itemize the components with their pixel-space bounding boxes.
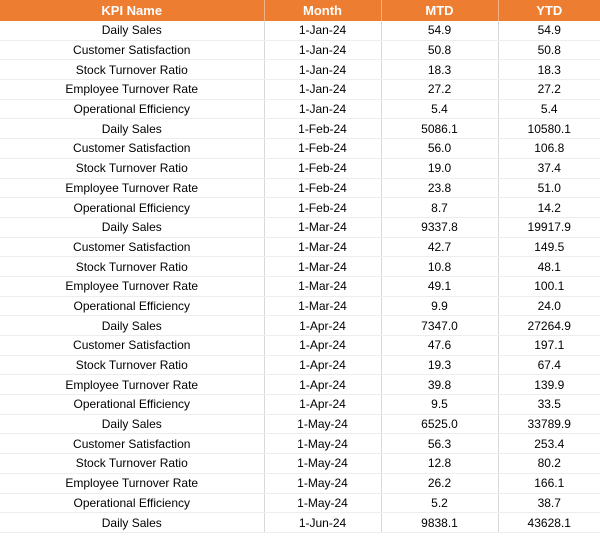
kpi-name-cell[interactable]: Customer Satisfaction <box>0 40 264 60</box>
ytd-cell[interactable]: 106.8 <box>498 139 600 159</box>
mtd-cell[interactable]: 5.4 <box>381 99 498 119</box>
mtd-cell[interactable]: 7347.0 <box>381 316 498 336</box>
kpi-name-cell[interactable]: Employee Turnover Rate <box>0 473 264 493</box>
header-ytd[interactable]: YTD <box>498 0 600 21</box>
table-row <box>0 434 600 454</box>
table-row <box>0 60 600 80</box>
ytd-cell[interactable]: 19917.9 <box>498 217 600 237</box>
mtd-cell[interactable]: 54.9 <box>381 21 498 40</box>
mtd-cell[interactable]: 56.3 <box>381 434 498 454</box>
mtd-cell[interactable]: 42.7 <box>381 237 498 257</box>
kpi-name-cell[interactable]: Employee Turnover Rate <box>0 80 264 100</box>
table-row <box>0 296 600 316</box>
table-row <box>0 276 600 296</box>
kpi-name-cell[interactable]: Operational Efficiency <box>0 198 264 218</box>
table-row <box>0 493 600 513</box>
kpi-name-cell[interactable]: Customer Satisfaction <box>0 434 264 454</box>
mtd-cell[interactable]: 27.2 <box>381 80 498 100</box>
ytd-cell[interactable]: 67.4 <box>498 355 600 375</box>
table-row <box>0 375 600 395</box>
table-row <box>0 454 600 474</box>
kpi-name-cell[interactable]: Operational Efficiency <box>0 493 264 513</box>
mtd-cell[interactable]: 56.0 <box>381 139 498 159</box>
mtd-cell[interactable]: 9.9 <box>381 296 498 316</box>
month-cell[interactable]: 1-Mar-24 <box>264 296 381 316</box>
kpi-name-cell[interactable]: Stock Turnover Ratio <box>0 454 264 474</box>
header-row <box>0 0 600 21</box>
table-body <box>0 21 600 532</box>
month-cell[interactable]: 1-Feb-24 <box>264 178 381 198</box>
mtd-cell[interactable]: 26.2 <box>381 473 498 493</box>
mtd-cell[interactable]: 9.5 <box>381 395 498 415</box>
month-cell[interactable]: 1-Jan-24 <box>264 21 381 40</box>
kpi-name-cell[interactable]: Operational Efficiency <box>0 296 264 316</box>
ytd-cell[interactable]: 18.3 <box>498 60 600 80</box>
table-row <box>0 316 600 336</box>
header-mtd[interactable]: MTD <box>381 0 498 21</box>
table-row <box>0 158 600 178</box>
kpi-name-cell[interactable]: Daily Sales <box>0 21 264 40</box>
kpi-name-cell[interactable]: Customer Satisfaction <box>0 336 264 356</box>
mtd-cell[interactable]: 39.8 <box>381 375 498 395</box>
kpi-name-cell[interactable]: Daily Sales <box>0 316 264 336</box>
mtd-cell[interactable]: 49.1 <box>381 276 498 296</box>
table-row <box>0 99 600 119</box>
table-row <box>0 178 600 198</box>
ytd-cell[interactable]: 139.9 <box>498 375 600 395</box>
ytd-cell[interactable]: 37.4 <box>498 158 600 178</box>
header-kpi-name[interactable]: KPI Name <box>0 0 264 21</box>
month-cell[interactable]: 1-Jan-24 <box>264 80 381 100</box>
mtd-cell[interactable]: 9337.8 <box>381 217 498 237</box>
ytd-cell[interactable]: 50.8 <box>498 40 600 60</box>
month-cell[interactable]: 1-Mar-24 <box>264 237 381 257</box>
table-row <box>0 237 600 257</box>
table-row <box>0 80 600 100</box>
month-cell[interactable]: 1-Apr-24 <box>264 316 381 336</box>
kpi-name-cell[interactable]: Daily Sales <box>0 217 264 237</box>
ytd-cell[interactable]: 5.4 <box>498 99 600 119</box>
month-cell[interactable]: 1-Jan-24 <box>264 60 381 80</box>
month-cell[interactable]: 1-Jun-24 <box>264 513 381 533</box>
mtd-cell[interactable]: 10.8 <box>381 257 498 277</box>
month-cell[interactable]: 1-May-24 <box>264 414 381 434</box>
mtd-cell[interactable]: 50.8 <box>381 40 498 60</box>
ytd-cell[interactable]: 80.2 <box>498 454 600 474</box>
month-cell[interactable]: 1-Mar-24 <box>264 217 381 237</box>
month-cell[interactable]: 1-May-24 <box>264 473 381 493</box>
mtd-cell[interactable]: 8.7 <box>381 198 498 218</box>
ytd-cell[interactable]: 43628.1 <box>498 513 600 533</box>
kpi-name-cell[interactable]: Daily Sales <box>0 513 264 533</box>
month-cell[interactable]: 1-Feb-24 <box>264 198 381 218</box>
ytd-cell[interactable]: 24.0 <box>498 296 600 316</box>
kpi-name-cell[interactable]: Stock Turnover Ratio <box>0 257 264 277</box>
kpi-name-cell[interactable]: Customer Satisfaction <box>0 237 264 257</box>
ytd-cell[interactable]: 54.9 <box>498 21 600 40</box>
table-row <box>0 336 600 356</box>
mtd-cell[interactable]: 12.8 <box>381 454 498 474</box>
mtd-cell[interactable]: 5.2 <box>381 493 498 513</box>
mtd-cell[interactable]: 6525.0 <box>381 414 498 434</box>
ytd-cell[interactable]: 51.0 <box>498 178 600 198</box>
table-row <box>0 513 600 533</box>
month-cell[interactable]: 1-May-24 <box>264 493 381 513</box>
mtd-cell[interactable]: 18.3 <box>381 60 498 80</box>
month-cell[interactable]: 1-Apr-24 <box>264 355 381 375</box>
table-row <box>0 414 600 434</box>
ytd-cell[interactable]: 197.1 <box>498 336 600 356</box>
mtd-cell[interactable]: 19.3 <box>381 355 498 375</box>
table-row <box>0 395 600 415</box>
kpi-name-cell[interactable]: Stock Turnover Ratio <box>0 60 264 80</box>
kpi-name-cell[interactable]: Stock Turnover Ratio <box>0 158 264 178</box>
month-cell[interactable]: 1-Apr-24 <box>264 375 381 395</box>
table-row <box>0 217 600 237</box>
ytd-cell[interactable]: 253.4 <box>498 434 600 454</box>
month-cell[interactable]: 1-Feb-24 <box>264 139 381 159</box>
month-cell[interactable]: 1-Feb-24 <box>264 119 381 139</box>
month-cell[interactable]: 1-May-24 <box>264 454 381 474</box>
table-row <box>0 119 600 139</box>
mtd-cell[interactable]: 23.8 <box>381 178 498 198</box>
ytd-cell[interactable]: 149.5 <box>498 237 600 257</box>
table-row <box>0 257 600 277</box>
table-row <box>0 198 600 218</box>
kpi-name-cell[interactable]: Operational Efficiency <box>0 99 264 119</box>
month-cell[interactable]: 1-Mar-24 <box>264 257 381 277</box>
month-cell[interactable]: 1-Jan-24 <box>264 40 381 60</box>
month-cell[interactable]: 1-May-24 <box>264 434 381 454</box>
ytd-cell[interactable]: 14.2 <box>498 198 600 218</box>
month-cell[interactable]: 1-Jan-24 <box>264 99 381 119</box>
table-row <box>0 355 600 375</box>
ytd-cell[interactable]: 33.5 <box>498 395 600 415</box>
ytd-cell[interactable]: 27.2 <box>498 80 600 100</box>
ytd-cell[interactable]: 166.1 <box>498 473 600 493</box>
table-row <box>0 40 600 60</box>
table-row <box>0 21 600 40</box>
table-row <box>0 473 600 493</box>
kpi-name-cell[interactable]: Employee Turnover Rate <box>0 375 264 395</box>
month-cell[interactable]: 1-Mar-24 <box>264 276 381 296</box>
month-cell[interactable]: 1-Feb-24 <box>264 158 381 178</box>
kpi-name-cell[interactable]: Operational Efficiency <box>0 395 264 415</box>
kpi-name-cell[interactable]: Customer Satisfaction <box>0 139 264 159</box>
kpi-name-cell[interactable]: Daily Sales <box>0 414 264 434</box>
ytd-cell[interactable]: 38.7 <box>498 493 600 513</box>
mtd-cell[interactable]: 9838.1 <box>381 513 498 533</box>
header-month[interactable]: Month <box>264 0 381 21</box>
ytd-cell[interactable]: 33789.9 <box>498 414 600 434</box>
kpi-name-cell[interactable]: Employee Turnover Rate <box>0 178 264 198</box>
mtd-cell[interactable]: 47.6 <box>381 336 498 356</box>
month-cell[interactable]: 1-Apr-24 <box>264 336 381 356</box>
kpi-name-cell[interactable]: Stock Turnover Ratio <box>0 355 264 375</box>
ytd-cell[interactable]: 10580.1 <box>498 119 600 139</box>
kpi-name-cell[interactable]: Daily Sales <box>0 119 264 139</box>
table-row <box>0 139 600 159</box>
month-cell[interactable]: 1-Apr-24 <box>264 395 381 415</box>
ytd-cell[interactable]: 100.1 <box>498 276 600 296</box>
mtd-cell[interactable]: 5086.1 <box>381 119 498 139</box>
kpi-name-cell[interactable]: Employee Turnover Rate <box>0 276 264 296</box>
ytd-cell[interactable]: 48.1 <box>498 257 600 277</box>
ytd-cell[interactable]: 27264.9 <box>498 316 600 336</box>
mtd-cell[interactable]: 19.0 <box>381 158 498 178</box>
